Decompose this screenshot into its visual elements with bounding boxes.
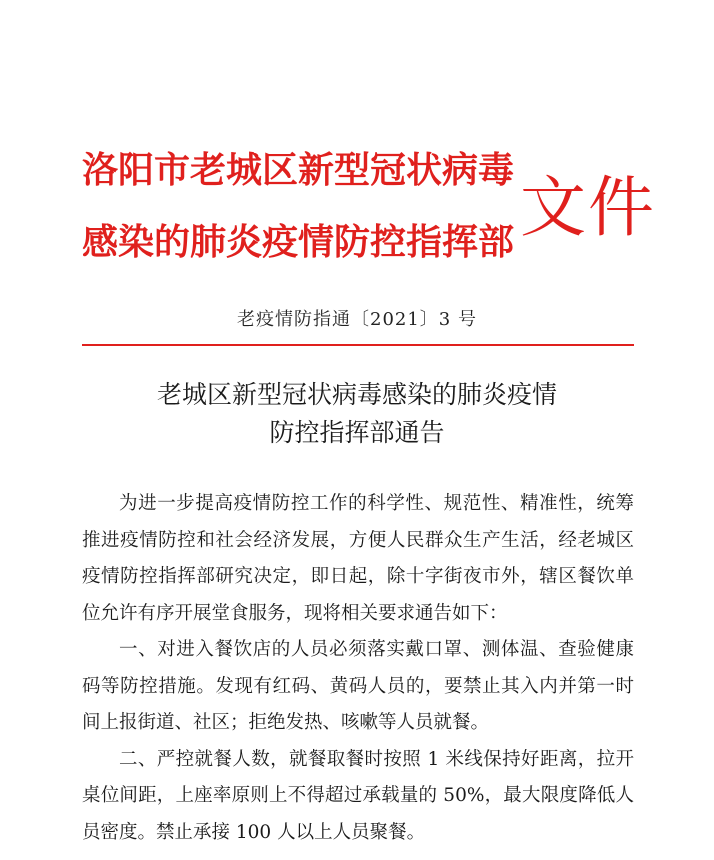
- red-separator-line: [82, 344, 634, 346]
- title-line-1: 老城区新型冠状病毒感染的肺炎疫情: [156, 380, 557, 409]
- title-line-2: 防控指挥部通告: [269, 418, 445, 447]
- document-number: 老疫情防指通〔2021〕3 号: [237, 309, 477, 330]
- body-paragraph-intro: 为进一步提高疫情防控工作的科学性、规范性、精准性，统筹推进疫情防控和社会经济发展，方便人民群众生产生活，经老城区疫情防控指挥部研究决定，即日起，除十字街夜市外，辖区餐饮单位允许有序开展堂食服务，现将相关要求通告如下：: [82, 493, 634, 624]
- issuer-line-2: 感染的肺炎疫情防控指挥部: [82, 221, 515, 263]
- document-title: [0, 376, 714, 452]
- issuer-line-1: 洛阳市老城区新型冠状病毒: [82, 149, 515, 191]
- body-paragraph-item-2: 二、严控就餐人数，就餐取餐时按照 1 米线保持好距离，拉开桌位间距，上座率原则上不得超过承载量的 50%，最大限度降低人员密度。禁止承接 100 人以上人员聚餐。: [82, 748, 634, 843]
- body-paragraph-item-1: 一、对进入餐饮店的人员必须落实戴口罩、测体温、查验健康码等防控措施。发现有红码、黄码人员的，要禁止其入内并第一时间上报街道、社区；拒绝发热、咳嗽等人员就餐。: [82, 639, 634, 733]
- document-type-label: 文件: [520, 169, 656, 246]
- document-body: [82, 486, 634, 851]
